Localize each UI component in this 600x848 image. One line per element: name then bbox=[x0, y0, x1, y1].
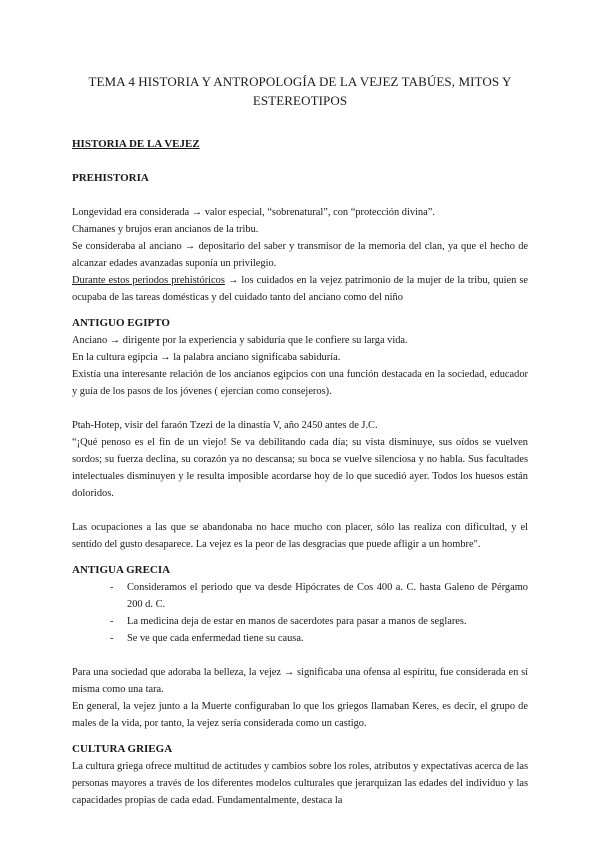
list-item: - La medicina deja de estar en manos de sacerdotes para pasar a manos de seglares. bbox=[110, 613, 528, 630]
quote: Las ocupaciones a las que se abandonaba no hace mucho con placer, sólo las realiza con dificultad, y el sentido del gusto desaparece. La vejez es la peor de las desgracias que puede afligir a un hombre". bbox=[72, 522, 528, 550]
underlined-text: Durante estos periodos prehistóricos bbox=[72, 275, 225, 286]
list-item: - Consideramos el periodo que va desde Hipócrates de Cos 400 a. C. hasta Galeno de Pérgamo 200 d. C. bbox=[110, 579, 528, 613]
heading-prehistoria: PREHISTORIA bbox=[72, 172, 149, 184]
paragraph: Chamanes y brujos eran ancianos de la tribu. bbox=[72, 224, 259, 235]
heading-cultura-griega: CULTURA GRIEGA bbox=[72, 743, 173, 755]
paragraph: Existía una interesante relación de los ancianos egipcios con una función destacada en la sociedad, educador y guía de los pasos de los jóvenes ( ejercían como consejeros). bbox=[72, 369, 528, 397]
document-body bbox=[72, 136, 528, 809]
heading-antigua-grecia: ANTIGUA GRECIA bbox=[72, 564, 171, 576]
document-title: TEMA 4 HISTORIA Y ANTROPOLOGÍA DE LA VEJEZ TABÚES, MITOS Y ESTEREOTIPOS bbox=[88, 74, 512, 108]
heading-antiguo-egipto: ANTIGUO EGIPTO bbox=[72, 317, 170, 329]
paragraph: En general, la vejez junto a la Muerte configuraban lo que los griegos llamaban Keres, es decir, el grupo de males de la vida, por tanto, la vejez sería considerada como un castigo. bbox=[72, 701, 528, 729]
paragraph: La cultura griega ofrece multitud de actitudes y cambios sobre los roles, atributos y expectativas acerca de las personas mayores a través de los diferentes modelos culturales que jerarquizan las edades del individuo y las capacidades propias de cada edad. Fundamentalmente, destaca la bbox=[72, 761, 528, 806]
dash-list bbox=[72, 579, 528, 647]
paragraph-text: → los cuidados en la vejez patrimonio de la mujer de la tribu, quien se ocupaba de las tareas domésticas y del cuidado tanto del anciano como del niño bbox=[72, 275, 528, 303]
paragraph: Longevidad era considerada → valor especial, “sobrenatural”, con “protección divina”. bbox=[72, 207, 435, 218]
list-item: - Se ve que cada enfermedad tiene su causa. bbox=[110, 630, 528, 647]
paragraph: En la cultura egipcia → la palabra anciano significaba sabiduría. bbox=[72, 352, 341, 363]
paragraph: Se consideraba al anciano → depositario del saber y transmisor de la memoria del clan, ya que el hecho de alcanzar edades avanzadas suponía un privilegio. bbox=[72, 241, 528, 269]
paragraph: Para una sociedad que adoraba la belleza, la vejez → significaba una ofensa al espíritu, fue considerada en sí misma como una tara. bbox=[72, 667, 528, 695]
quote: “¡Qué penoso es el fin de un viejo! Se va debilitando cada día; su vista disminuye, sus oídos se vuelven sordos; su fuerza declina, su corazón ya no descansa; su boca se vuelve silenciosa y no habla. Sus facultades intelectuales disminuyen y le resulta imposible acordarse hoy de lo que sucedió ayer. Todos los huesos están doloridos. bbox=[72, 437, 528, 499]
paragraph bbox=[72, 272, 528, 306]
paragraph: Anciano → dirigente por la experiencia y sabiduría que le confiere su larga vida. bbox=[72, 335, 408, 346]
paragraph: Ptah-Hotep, visir del faraón Tzezi de la dinastía V, año 2450 antes de J.C. bbox=[72, 420, 378, 431]
section-heading-historia: HISTORIA DE LA VEJEZ bbox=[72, 138, 200, 150]
